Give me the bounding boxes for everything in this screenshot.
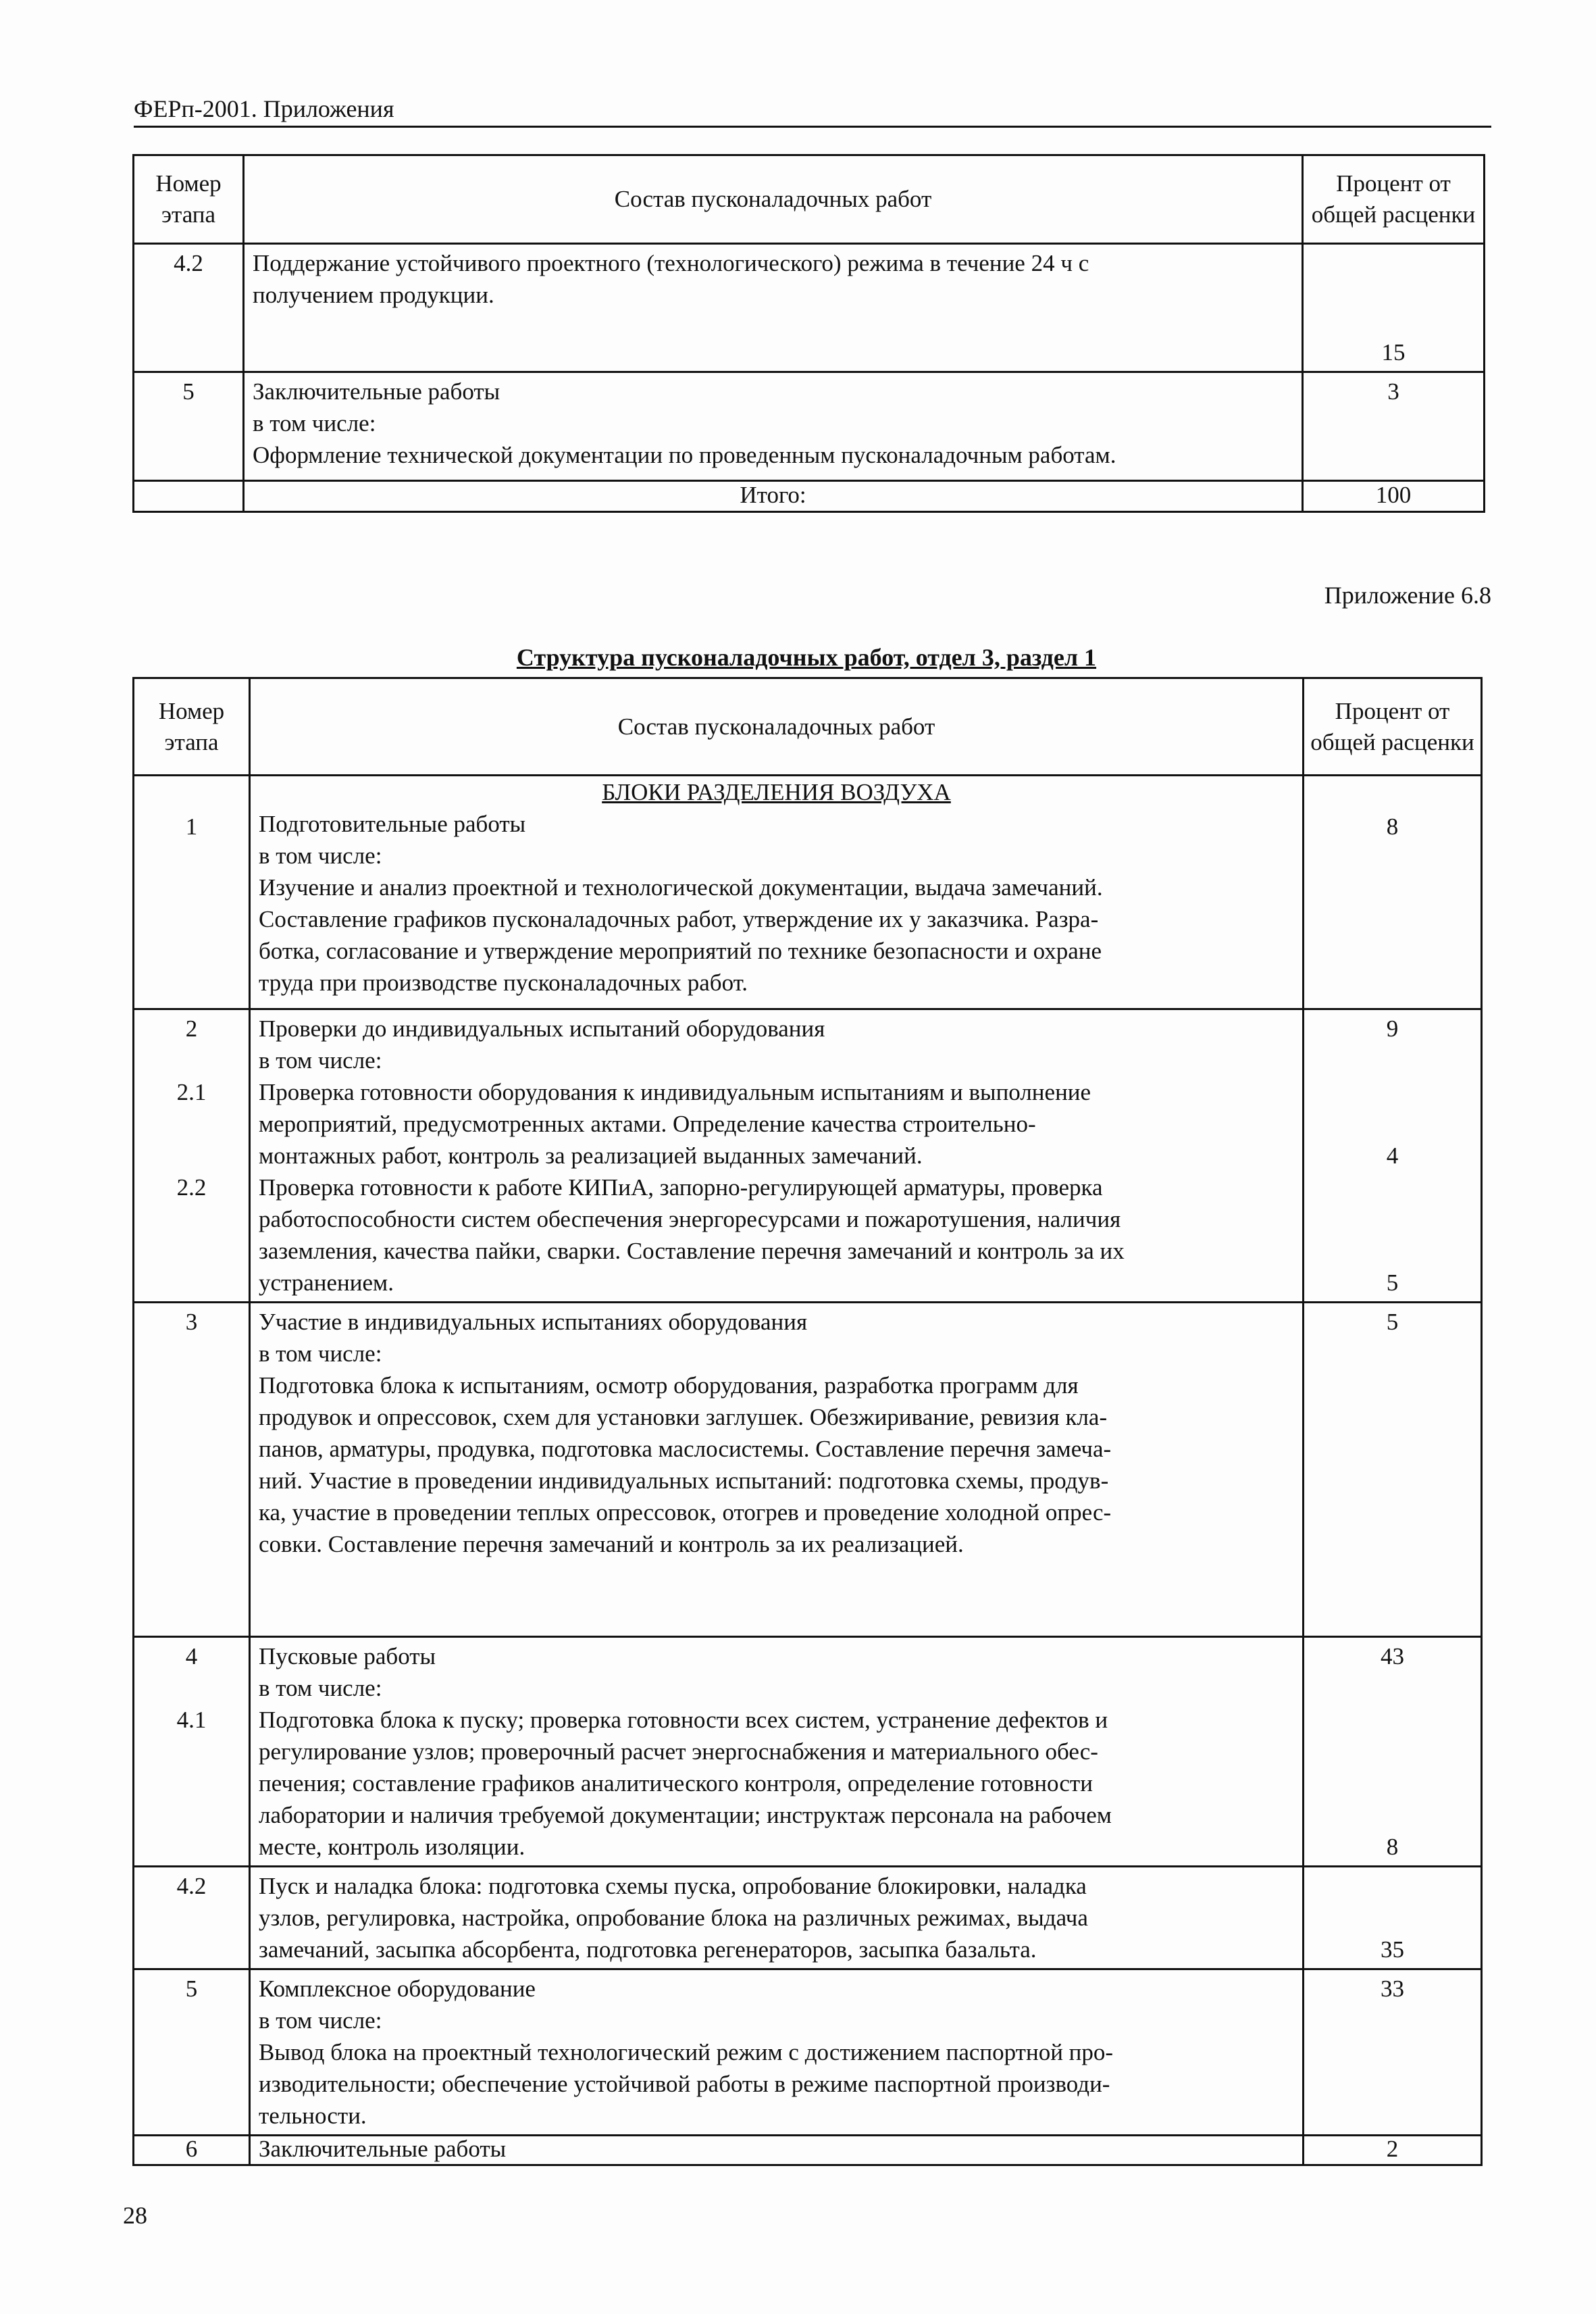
table-row (134, 776, 1482, 1009)
text-line: узлов, регулировка, настройка, опробование блока на различных режимах, выдача (259, 1905, 1088, 1931)
work-description (250, 776, 1304, 1009)
text-line: панов, арматуры, продувка, подготовка маслосистемы. Составление перечня замеча- (259, 1436, 1112, 1462)
text-line: Составление графиков пусконаладочных работ, утверждение их у заказчика. Разра- (259, 906, 1099, 932)
appendix-label: Приложение 6.8 (1324, 582, 1491, 609)
table-row (134, 1009, 1482, 1303)
column-header-content: Состав пусконаладочных работ (250, 678, 1304, 776)
table-row (134, 1303, 1482, 1637)
work-description (250, 1867, 1304, 1969)
stage-number-value: 1 (185, 813, 198, 840)
percent-value: 3 (1303, 372, 1485, 481)
stage-number: 5 (134, 1969, 250, 2136)
table-row (134, 372, 1485, 481)
table-header-row (134, 155, 1485, 244)
table-continued (132, 154, 1485, 513)
text-line: работоспособности систем обеспечения энергоресурсами и пожаротушения, наличия (259, 1206, 1121, 1232)
work-description (250, 1637, 1304, 1867)
spacer (143, 1672, 240, 1704)
percent-value: 15 (1381, 339, 1406, 366)
empty-cell (134, 481, 244, 512)
table-row (134, 1867, 1482, 1969)
text-line: Комплексное оборудование (259, 1976, 536, 2002)
percent-value: 8 (1386, 1834, 1399, 1860)
text-line: Поддержание устойчивого проектного (технологического) режима в течение 24 ч с (253, 250, 1089, 276)
section-heading: БЛОКИ РАЗДЕЛЕНИЯ ВОЗДУХА (602, 779, 951, 805)
text-line: мероприятий, предусмотренных актами. Определение качества строительно- (259, 1111, 1036, 1137)
running-title: ФЕРп-2001. Приложения (134, 95, 1491, 128)
text-line: ботка, согласование и утверждение мероприятий по технике безопасности и охране (259, 938, 1102, 964)
work-description (244, 372, 1303, 481)
stage-number: 3 (134, 1303, 250, 1637)
spacer (1312, 1108, 1472, 1140)
text-line: труда при производстве пусконаладочных работ. (259, 970, 748, 996)
percent-value: 43 (1381, 1643, 1404, 1669)
text-line: продувок и опрессовок, схем для установки заглушек. Обезжиривание, ревизия кла- (259, 1404, 1108, 1430)
spacer (1312, 1076, 1472, 1108)
stage-number: 5 (134, 372, 244, 481)
text-line: лаборатории и наличия требуемой документации; инструктаж персонала на рабочем (259, 1802, 1112, 1828)
table-title: Структура пусконаладочных работ, отдел 3, раздел 1 (516, 644, 1097, 671)
text-line: получением продукции. (253, 282, 494, 308)
percent-value: 4 (1386, 1142, 1399, 1169)
column-header-percent: Процент от общей расценки (1303, 155, 1485, 244)
text-line: совки. Составление перечня замечаний и контроль за их реализацией. (259, 1531, 964, 1557)
percent-value: 33 (1304, 1969, 1482, 2136)
stage-number: 4.2 (134, 244, 244, 372)
text-line: Подготовительные работы (259, 811, 526, 837)
text-line: замечаний, засыпка абсорбента, подготовка регенераторов, засыпка базальта. (259, 1936, 1037, 1963)
text-line: печения; составление графиков аналитического контроля, определение готовности (259, 1770, 1093, 1796)
total-percent: 100 (1303, 481, 1485, 512)
text-line: Проверка готовности оборудования к индивидуальным испытаниям и выполнение (259, 1079, 1091, 1105)
spacer (143, 1108, 240, 1140)
percent-cell (1304, 776, 1482, 1009)
spacer (1312, 1235, 1472, 1267)
percent-cell (1303, 244, 1485, 372)
stage-number-value: 2.1 (176, 1079, 207, 1105)
stage-number-value: 4 (185, 1643, 198, 1669)
table-row (134, 244, 1485, 372)
percent-value: 8 (1386, 813, 1399, 840)
work-description (250, 1009, 1304, 1303)
text-line: в том числе: (259, 1340, 382, 1367)
text-line: в том числе: (259, 1675, 382, 1701)
text-line: ний. Участие в проведении индивидуальных испытаний: подготовка схемы, продув- (259, 1467, 1109, 1494)
table-structure (132, 677, 1483, 2166)
text-line: Проверки до индивидуальных испытаний оборудования (259, 1015, 825, 1042)
percent-value: 35 (1381, 1936, 1404, 1963)
spacer (143, 779, 240, 811)
spacer (1312, 1172, 1472, 1203)
spacer (1312, 1045, 1472, 1076)
text-line: в том числе: (259, 2007, 382, 2034)
text-line: тельности. (259, 2103, 367, 2129)
text-line: монтажных работ, контроль за реализацией выданных замечаний. (259, 1142, 923, 1169)
text-line: Подготовка блока к испытаниям, осмотр оборудования, разработка программ для (259, 1372, 1079, 1399)
column-header-stage: Номер этапа (134, 155, 244, 244)
percent-cell (1304, 1867, 1482, 1969)
table-row (134, 1637, 1482, 1867)
text-line: Подготовка блока к пуску; проверка готовности всех систем, устранение дефектов и (259, 1707, 1108, 1733)
text-line: Заключительные работы (259, 2136, 507, 2162)
stage-number (134, 776, 250, 1009)
text-line: ка, участие в проведении теплых опрессовок, отогрев и проведение холодной опрес- (259, 1499, 1112, 1526)
column-header-content: Состав пусконаладочных работ (244, 155, 1303, 244)
work-description (244, 244, 1303, 372)
spacer (143, 1045, 240, 1076)
text-line: заземления, качества пайки, сварки. Составление перечня замечаний и контроль за их (259, 1238, 1125, 1264)
text-line: месте, контроль изоляции. (259, 1834, 525, 1860)
stage-number-value: 2 (185, 1015, 198, 1042)
text-line: регулирование узлов; проверочный расчет энергоснабжения и материального обес- (259, 1738, 1098, 1765)
work-description (250, 1303, 1304, 1637)
spacer (143, 1140, 240, 1172)
table-header-row (134, 678, 1482, 776)
text-line: Оформление технической документации по проведенным пусконаладочным работам. (253, 442, 1116, 468)
percent-value: 5 (1386, 1269, 1399, 1296)
text-line: Вывод блока на проектный технологический режим с достижением паспортной про- (259, 2039, 1114, 2065)
text-line: Заключительные работы (253, 378, 500, 405)
stage-number (134, 1009, 250, 1303)
percent-value: 9 (1386, 1015, 1399, 1042)
stage-number-value: 4.1 (176, 1707, 207, 1733)
percent-cell (1304, 1637, 1482, 1867)
work-description (250, 2136, 1304, 2165)
text-line: в том числе: (259, 842, 382, 869)
text-line: Пуск и наладка блока: подготовка схемы пуска, опробование блокировки, наладка (259, 1873, 1087, 1899)
percent-value: 5 (1304, 1303, 1482, 1637)
text-line: изводительности; обеспечение устойчивой работы в режиме паспортной производи- (259, 2071, 1110, 2097)
spacer (1312, 779, 1472, 811)
stage-number: 6 (134, 2136, 250, 2165)
page-number: 28 (123, 2202, 147, 2229)
text-line: Изучение и анализ проектной и технологической документации, выдача замечаний. (259, 874, 1103, 901)
text-line: устранением. (259, 1269, 394, 1296)
column-header-percent: Процент от общей расценки (1304, 678, 1482, 776)
text-line: Участие в индивидуальных испытаниях оборудования (259, 1309, 808, 1335)
stage-number: 4.2 (134, 1867, 250, 1969)
stage-number (134, 1637, 250, 1867)
text-line: в том числе: (253, 410, 376, 436)
table-row (134, 1969, 1482, 2136)
text-line: Проверка готовности к работе КИПиА, запорно-регулирующей арматуры, проверка (259, 1174, 1103, 1201)
work-description (250, 1969, 1304, 2136)
total-label: Итого: (244, 481, 1303, 512)
table-row (134, 2136, 1482, 2165)
spacer (1312, 1203, 1472, 1235)
text-line: Пусковые работы (259, 1643, 436, 1669)
text-line: в том числе: (259, 1047, 382, 1074)
percent-value: 2 (1304, 2136, 1482, 2165)
stage-number-value: 2.2 (176, 1174, 207, 1201)
percent-cell (1304, 1009, 1482, 1303)
column-header-stage: Номер этапа (134, 678, 250, 776)
total-row (134, 481, 1485, 512)
